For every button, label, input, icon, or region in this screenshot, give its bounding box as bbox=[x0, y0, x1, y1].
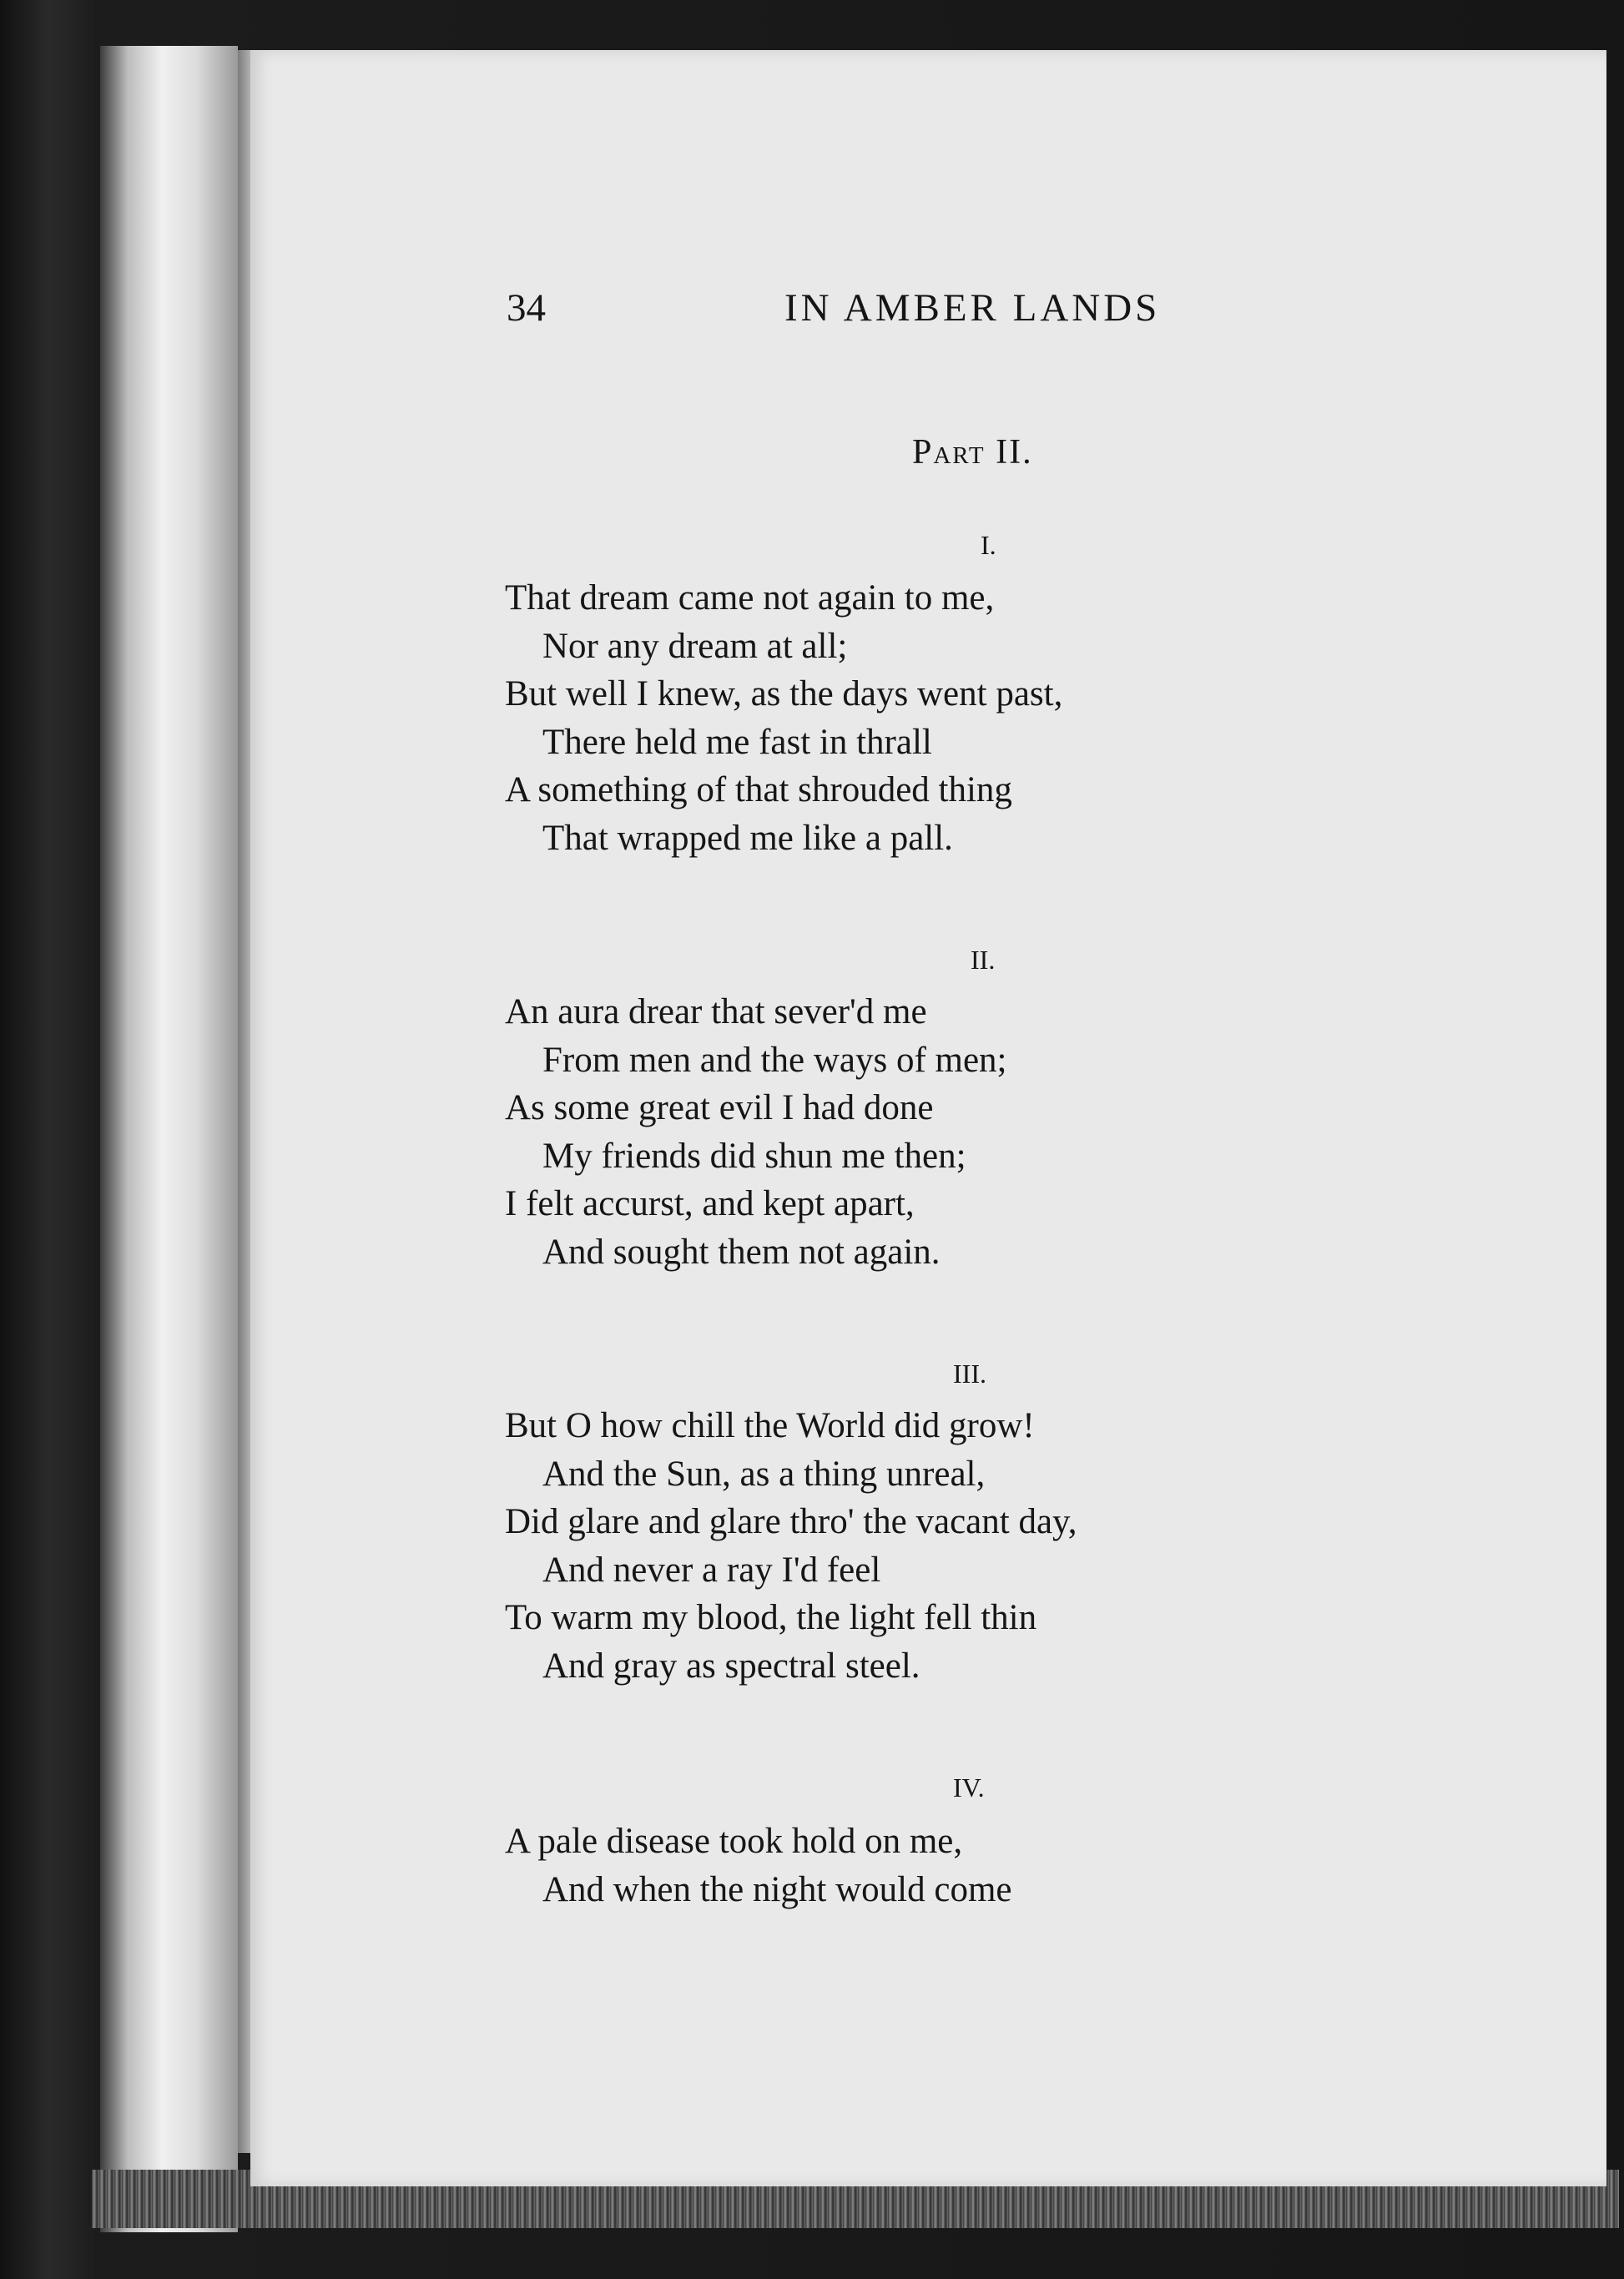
verse-line: Did glare and glare thro' the vacant day, bbox=[505, 1502, 1077, 1541]
stanza-number: II. bbox=[971, 945, 996, 975]
verse-line: That dream came not again to me, bbox=[505, 578, 995, 618]
verse-line: I felt accurst, and kept apart, bbox=[505, 1184, 915, 1223]
verse-line: Nor any dream at all; bbox=[542, 626, 848, 666]
verse-line: A something of that shrouded thing bbox=[505, 770, 1012, 809]
stanza-number: IV. bbox=[953, 1772, 985, 1803]
verse-line: From men and the ways of men; bbox=[542, 1040, 1007, 1080]
book-page bbox=[250, 50, 1606, 2186]
verse-line: To warm my blood, the light fell thin bbox=[505, 1598, 1037, 1637]
stanza bbox=[505, 574, 1339, 862]
stanza bbox=[505, 988, 1339, 1276]
verse-line: But O how chill the World did grow! bbox=[505, 1406, 1035, 1445]
book-spine-edge bbox=[100, 46, 238, 2232]
verse-line: But well I knew, as the days went past, bbox=[505, 674, 1063, 713]
verse-line: And sought them not again. bbox=[542, 1232, 941, 1272]
verse-line: As some great evil I had done bbox=[505, 1088, 934, 1127]
stanza bbox=[505, 1402, 1339, 1690]
verse-line: My friends did shun me then; bbox=[542, 1136, 966, 1176]
stanza-number: I. bbox=[981, 530, 996, 560]
verse-line: An aura drear that sever'd me bbox=[505, 992, 927, 1031]
verse-line: That wrapped me like a pall. bbox=[542, 818, 953, 858]
verse-line: There held me fast in thrall bbox=[542, 722, 932, 762]
stanza bbox=[505, 1818, 1339, 1913]
page-number: 34 bbox=[507, 286, 546, 330]
verse-line: And never a ray I'd feel bbox=[542, 1550, 881, 1590]
verse-line: A pale disease took hold on me, bbox=[505, 1822, 963, 1861]
verse-line: And gray as spectral steel. bbox=[542, 1646, 920, 1686]
stanza-number: III. bbox=[953, 1359, 986, 1389]
running-head bbox=[250, 285, 1606, 335]
part-heading: Part II. bbox=[912, 433, 1033, 471]
verse-line: And the Sun, as a thing unreal, bbox=[542, 1454, 986, 1494]
verse-line: And when the night would come bbox=[542, 1869, 1012, 1909]
book-title: IN AMBER LANDS bbox=[784, 286, 1161, 330]
